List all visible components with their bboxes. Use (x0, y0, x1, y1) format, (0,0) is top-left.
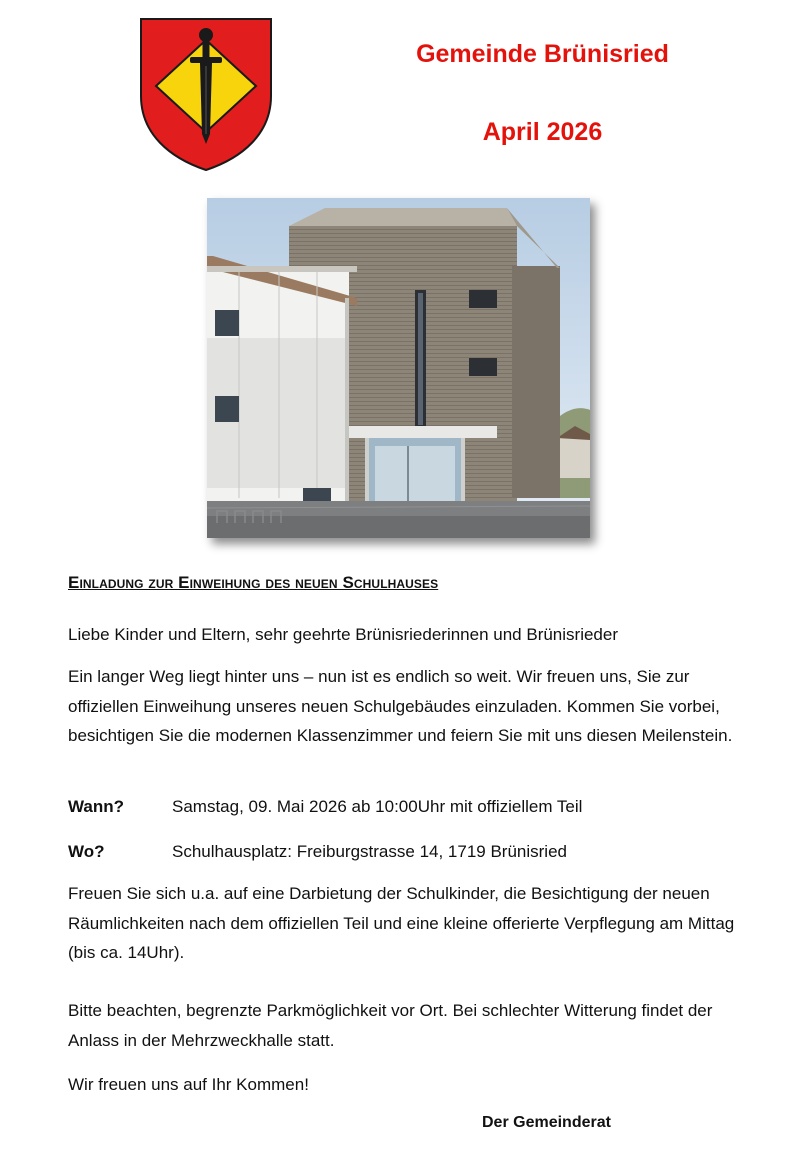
issue-date: April 2026 (482, 118, 603, 146)
municipal-crest (138, 16, 274, 172)
closing-line: Wir freuen uns auf Ihr Kommen! (68, 1075, 309, 1094)
notice-paragraph: Bitte beachten, begrenzte Parkmöglichkeit vor Ort. Bei schlechter Witterung findet der Anlass in der Mehrzweckhalle statt. (68, 1001, 713, 1050)
where-value: Schulhausplatz: Freiburgstrasse 14, 1719 Brünisried (172, 842, 567, 861)
when-label: Wann? (68, 797, 125, 816)
school-building-photo (207, 198, 590, 538)
when-row (68, 797, 582, 817)
when-value: Samstag, 09. Mai 2026 ab 10:00Uhr mit offiziellem Teil (172, 797, 583, 816)
salutation: Liebe Kinder und Eltern, sehr geehrte Brünisriederinnen und Brünisrieder (68, 625, 619, 644)
coat-of-arms-sword-icon (138, 16, 274, 172)
intro-paragraph: Ein langer Weg liegt hinter uns – nun ist es endlich so weit. Wir freuen uns, Sie zur offiziellen Einweihung unseres neuen Schulgebäudes einzuladen. Kommen Sie vorbei, besichtigen Sie die modernen Klassenzimmer und feiern Sie mit uns diesen Meilenstein. (68, 667, 733, 745)
signature: Der Gemeinderat (482, 1114, 611, 1131)
where-label: Wo? (68, 842, 105, 861)
article-headline: Einladung zur Einweihung des neuen Schulhauses (68, 573, 439, 592)
program-paragraph: Freuen Sie sich u.a. auf eine Darbietung der Schulkinder, die Besichtigung der neuen Räumlichkeiten nach dem offiziellen Teil und eine kleine offerierte Verpflegung am Mittag (bis ca. 14Uhr). (68, 884, 735, 962)
municipality-name: Gemeinde Brünisried (416, 40, 669, 68)
where-row (68, 842, 567, 862)
